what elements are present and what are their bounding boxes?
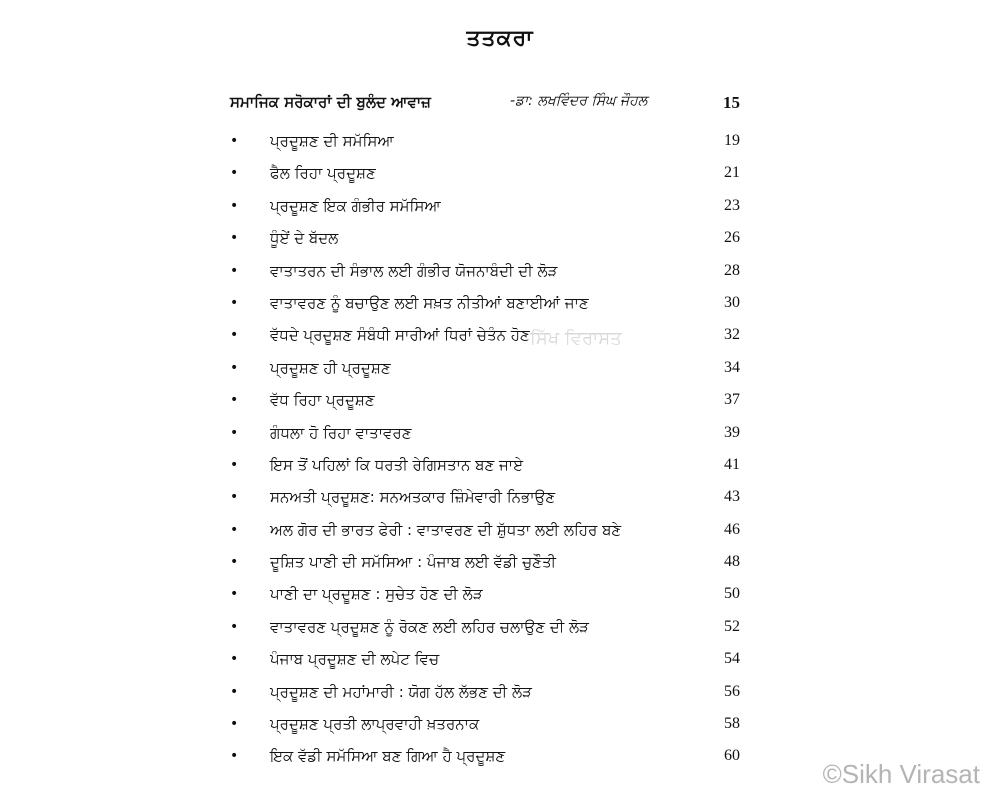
toc-item-page-number: 30 — [724, 293, 740, 311]
toc-item-page-number: 23 — [724, 196, 740, 214]
bullet-icon: • — [230, 716, 239, 733]
bullet-icon: • — [230, 133, 239, 149]
toc-item-page-number: 46 — [724, 520, 740, 538]
toc-item-title: ਵਾਤਾਵਰਣ ਪ੍ਰਦੂਸ਼ਣ ਨੂੰ ਰੋਕਣ ਲਈ ਲਹਿਰ ਚਲਾਉਣ ਦੀ ਲੋੜ — [270, 617, 589, 636]
bullet-icon: • — [230, 424, 239, 441]
intro-author: -ਡਾ: ਲਖਵਿੰਦਰ ਸਿੰਘ ਜੌਹਲ — [510, 93, 648, 109]
intro-page-number: 15 — [723, 93, 740, 112]
toc-item-title: ਅਲ ਗੋਰ ਦੀ ਭਾਰਤ ਫੇਰੀ : ਵਾਤਾਵਰਣ ਦੀ ਸ਼ੁੱਧਤਾ ਲਈ ਲਹਿਰ ਬਣੇ — [270, 520, 622, 539]
toc-item-title: ਪ੍ਰਦੂਸ਼ਣ ਦੀ ਸਮੱਸਿਆ — [270, 132, 394, 150]
toc-list — [230, 128, 740, 776]
toc-item-title: ਪ੍ਰਦੂਸ਼ਣ ਹੀ ਪ੍ਰਦੂਸ਼ਣ — [270, 358, 391, 377]
bullet-icon: • — [230, 618, 239, 635]
toc-item — [230, 581, 740, 613]
toc-item-title: ਪ੍ਰਦੂਸ਼ਣ ਦੀ ਮਹਾਂਮਾਰੀ : ਯੋਗ ਹੱਲ ਲੱਭਣ ਦੀ ਲੋੜ — [270, 682, 532, 701]
toc-item — [230, 225, 740, 257]
toc-item-page-number: 52 — [724, 617, 740, 635]
bullet-icon: • — [230, 521, 239, 538]
bullet-icon: • — [230, 748, 239, 765]
toc-item-title: ਵੱਧਦੇ ਪ੍ਰਦੂਸ਼ਣ ਸੰਬੰਧੀ ਸਾਰੀਆਂ ਧਿਰਾਂ ਚੇਤੰਨ ਹੋਣ — [270, 326, 530, 345]
toc-item-title: ਪੰਜਾਬ ਪ੍ਰਦੂਸ਼ਣ ਦੀ ਲਪੇਟ ਵਿਚ — [270, 650, 440, 669]
toc-item-page-number: 19 — [724, 132, 740, 149]
toc-item-page-number: 48 — [724, 553, 740, 571]
toc-item — [230, 420, 740, 452]
toc-item — [230, 646, 740, 678]
toc-item-page-number: 43 — [724, 488, 740, 506]
toc-item — [230, 549, 740, 581]
bullet-icon: • — [230, 230, 239, 247]
toc-item-page-number: 39 — [724, 423, 740, 441]
bullet-icon: • — [230, 197, 239, 214]
toc-item — [230, 743, 740, 775]
bullet-icon: • — [230, 586, 239, 603]
toc-item — [230, 290, 740, 322]
bullet-icon: • — [230, 359, 239, 376]
toc-item — [230, 517, 740, 549]
toc-item-title: ਪ੍ਰਦੂਸ਼ਣ ਇਕ ਗੰਭੀਰ ਸਮੱਸਿਆ — [270, 196, 441, 215]
toc-item-title: ਗੰਧਲਾ ਹੋ ਰਿਹਾ ਵਾਤਾਵਰਣ — [270, 423, 412, 442]
watermark-corner: ©Sikh Virasat — [822, 759, 980, 789]
intro-entry — [230, 93, 740, 119]
toc-item-page-number: 21 — [724, 164, 740, 182]
bullet-icon: • — [230, 294, 239, 311]
watermark-center: ਸਿੱਖ ਵਿਰਾਸਤ — [530, 328, 622, 349]
toc-item-title: ਵਾਤਾਵਰਣ ਨੂੰ ਬਚਾਉਣ ਲਈ ਸਖ਼ਤ ਨੀਤੀਆਂ ਬਣਾਈਆਂ ਜਾਣ — [270, 293, 589, 312]
toc-item — [230, 711, 740, 743]
bullet-icon: • — [230, 554, 239, 571]
toc-item-page-number: 34 — [724, 358, 740, 376]
toc-item-page-number: 28 — [724, 261, 740, 279]
bullet-icon: • — [230, 327, 239, 344]
toc-item-title: ਵੱਧ ਰਿਹਾ ਪ੍ਰਦੂਸ਼ਣ — [270, 391, 375, 410]
toc-item-page-number: 26 — [724, 229, 740, 247]
bullet-icon: • — [230, 651, 239, 668]
toc-item-page-number: 37 — [724, 391, 740, 409]
toc-item-title: ਦੂਸ਼ਿਤ ਪਾਣੀ ਦੀ ਸਮੱਸਿਆ : ਪੰਜਾਬ ਲਈ ਵੱਡੀ ਚੁਣੌਤੀ — [270, 553, 557, 572]
toc-item — [230, 452, 740, 484]
toc-item — [230, 258, 740, 290]
bullet-icon: • — [230, 489, 239, 506]
toc-item-title: ਇਸ ਤੋਂ ਪਹਿਲਾਂ ਕਿ ਧਰਤੀ ਰੇਗਿਸਤਾਨ ਬਣ ਜਾਏ — [270, 455, 524, 474]
toc-item-title: ਪ੍ਰਦੂਸ਼ਣ ਪ੍ਰਤੀ ਲਾਪ੍ਰਵਾਹੀ ਖ਼ਤਰਨਾਕ — [270, 715, 480, 734]
page-title: ਤਤਕਰਾ — [466, 26, 534, 51]
toc-item-page-number: 56 — [724, 682, 740, 700]
toc-item-page-number: 60 — [724, 747, 740, 765]
toc-item-title: ਧੂੰਏਂ ਦੇ ਬੱਦਲ — [270, 229, 339, 248]
intro-title: ਸਮਾਜਿਕ ਸਰੋਕਾਰਾਂ ਦੀ ਬੁਲੰਦ ਆਵਾਜ਼ — [230, 93, 431, 111]
toc-item-page-number: 54 — [724, 650, 740, 668]
toc-item-title: ਵਾਤਾਤਰਨ ਦੀ ਸੰਭਾਲ ਲਈ ਗੰਭੀਰ ਯੋਜਨਾਬੰਦੀ ਦੀ ਲੋੜ — [270, 261, 558, 280]
toc-item-title: ਇਕ ਵੱਡੀ ਸਮੱਸਿਆ ਬਣ ਗਿਆ ਹੈ ਪ੍ਰਦੂਸ਼ਣ — [270, 747, 506, 766]
bullet-icon: • — [230, 262, 239, 279]
toc-item-page-number: 58 — [724, 715, 740, 733]
toc-item — [230, 322, 740, 354]
toc-item-title: ਪਾਣੀ ਦਾ ਪ੍ਰਦੂਸ਼ਣ : ਸੁਚੇਤ ਹੋਣ ਦੀ ਲੋੜ — [270, 585, 483, 604]
toc-item — [230, 193, 740, 225]
toc-item — [230, 614, 740, 646]
bullet-icon: • — [230, 165, 239, 182]
bullet-icon: • — [230, 392, 239, 409]
toc-item — [230, 355, 740, 387]
toc-item — [230, 128, 740, 160]
toc-item — [230, 679, 740, 711]
toc-item — [230, 387, 740, 419]
toc-item-title: ਸਨਅਤੀ ਪ੍ਰਦੂਸ਼ਣ: ਸਨਅਤਕਾਰ ਜ਼ਿੰਮੇਵਾਰੀ ਨਿਭਾਉਣ — [270, 488, 556, 507]
toc-item-title: ਫੈਲ ਰਿਹਾ ਪ੍ਰਦੂਸ਼ਣ — [270, 164, 376, 183]
toc-item-page-number: 32 — [724, 326, 740, 344]
toc-item-page-number: 41 — [724, 455, 740, 473]
toc-item-page-number: 50 — [724, 585, 740, 603]
bullet-icon: • — [230, 456, 239, 473]
bullet-icon: • — [230, 683, 239, 700]
toc-item — [230, 484, 740, 516]
toc-item — [230, 160, 740, 192]
